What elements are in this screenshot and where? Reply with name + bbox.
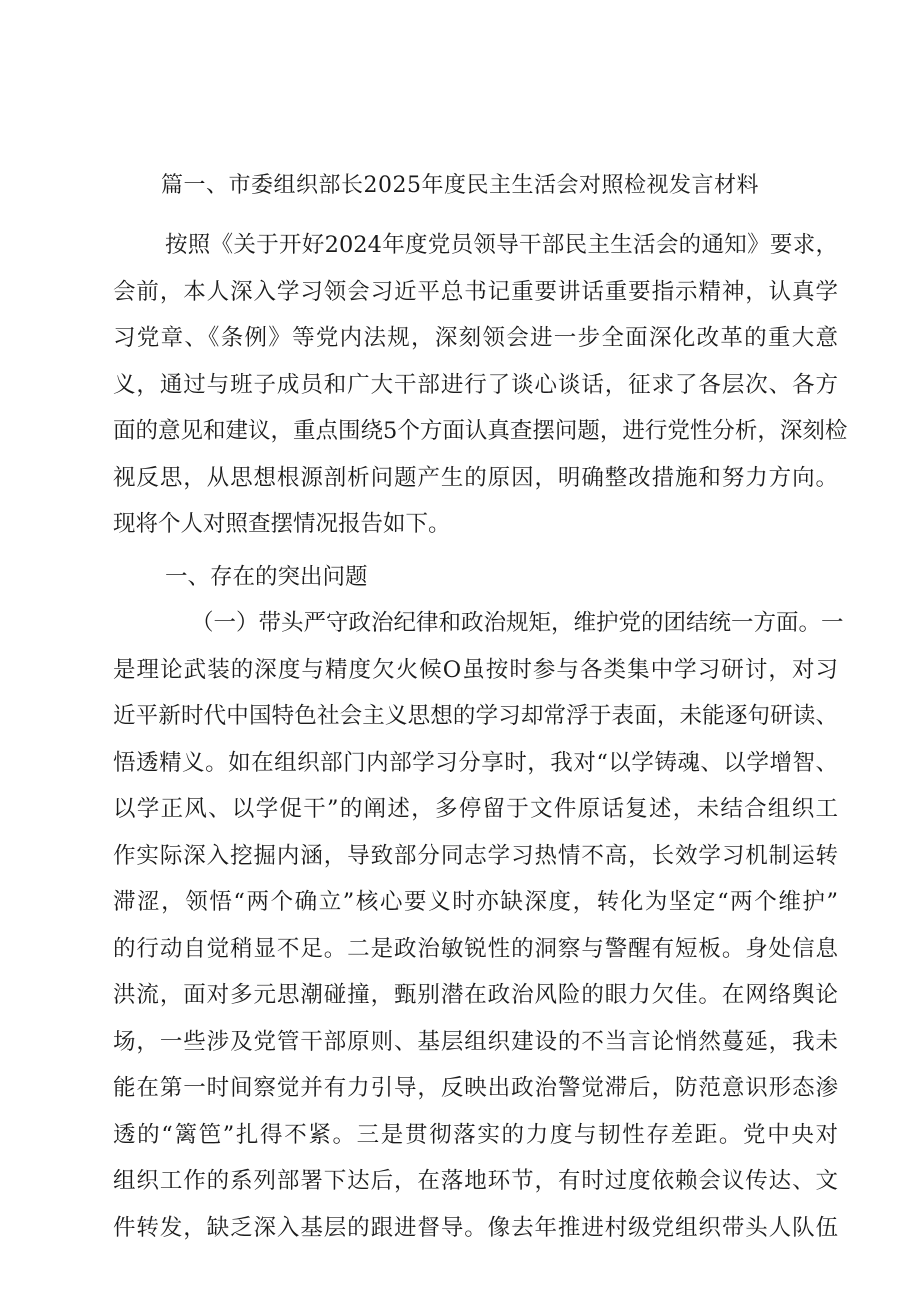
text-line: 悟透精义。如在组织部门内部学习分享时，我对“以学铸魂、以学增智、 — [113, 749, 838, 776]
text-line: 组织工作的系列部署下达后，在落地环节，有时过度依赖会议传达、文 — [113, 1168, 838, 1194]
text-line: 现将个人对照查摆情况报告如下。 — [113, 511, 451, 537]
section-paragraph — [113, 600, 844, 1251]
intro-paragraph — [113, 222, 848, 548]
text-line: 以学正风、以学促干”的阐述，多停留于文件原话复述，未结合组织工 — [113, 796, 838, 822]
text-line: 洪流，面对多元思潮碰撞，甄别潜在政治风险的眼力欠佳。在网络舆论 — [113, 982, 838, 1008]
text-line: 滞涩，领悟“两个确立”核心要义时亦缺深度，转化为坚定“两个维护” — [113, 889, 838, 915]
document-title: 篇一、市委组织部长2025年度民主生活会对照检视发言材料 — [161, 173, 759, 198]
text-line: （一）带头严守政治纪律和政治规矩，维护党的团结统一方面。一 — [191, 610, 844, 636]
text-line: 义，通过与班子成员和广大干部进行了谈心谈话，征求了各层次、各方 — [113, 371, 838, 398]
text-line: 按照《关于开好2024年度党员领导干部民主生活会的通知》要求， — [165, 232, 838, 258]
text-line: 场，一些涉及党管干部原则、基层组织建设的不当言论悄然蔓延，我未 — [113, 1028, 838, 1055]
text-line: 的行动自觉稍显不足。二是政治敏锐性的洞察与警醒有短板。身处信息 — [113, 935, 838, 962]
text-line: 视反思，从思想根源剖析问题产生的原因，明确整改措施和努力方向。 — [113, 464, 838, 491]
text-line: 透的“篱笆”扎得不紧。三是贯彻落实的力度与韧性存差距。党中央对 — [113, 1121, 838, 1148]
text-line: 面的意见和建议，重点围绕5个方面认真查摆问题，进行党性分析，深刻检 — [113, 418, 848, 444]
text-line: 习党章、《条例》等党内法规，深刻领会进一步全面深化改革的重大意 — [113, 325, 838, 351]
text-line: 会前，本人深入学习领会习近平总书记重要讲话重要指示精神，认真学 — [113, 278, 838, 305]
text-line: 是理论武装的深度与精度欠火候O虽按时参与各类集中学习研讨，对习 — [113, 656, 838, 683]
text-line: 件转发，缺乏深入基层的跟进督导。像去年推进村级党组织带头人队伍 — [113, 1214, 838, 1241]
text-line: 作实际深入挖掘内涵，导致部分同志学习热情不高，长效学习机制运转 — [113, 842, 838, 869]
text-line: 能在第一时间察觉并有力引导，反映出政治警觉滞后，防范意识形态渗 — [113, 1075, 838, 1101]
section-heading-block — [113, 554, 838, 601]
section-heading: 一、存在的突出问题 — [165, 564, 368, 590]
text-line: 近平新时代中国特色社会主义思想的学习却常浮于表面，未能逐句研读、 — [113, 703, 838, 729]
